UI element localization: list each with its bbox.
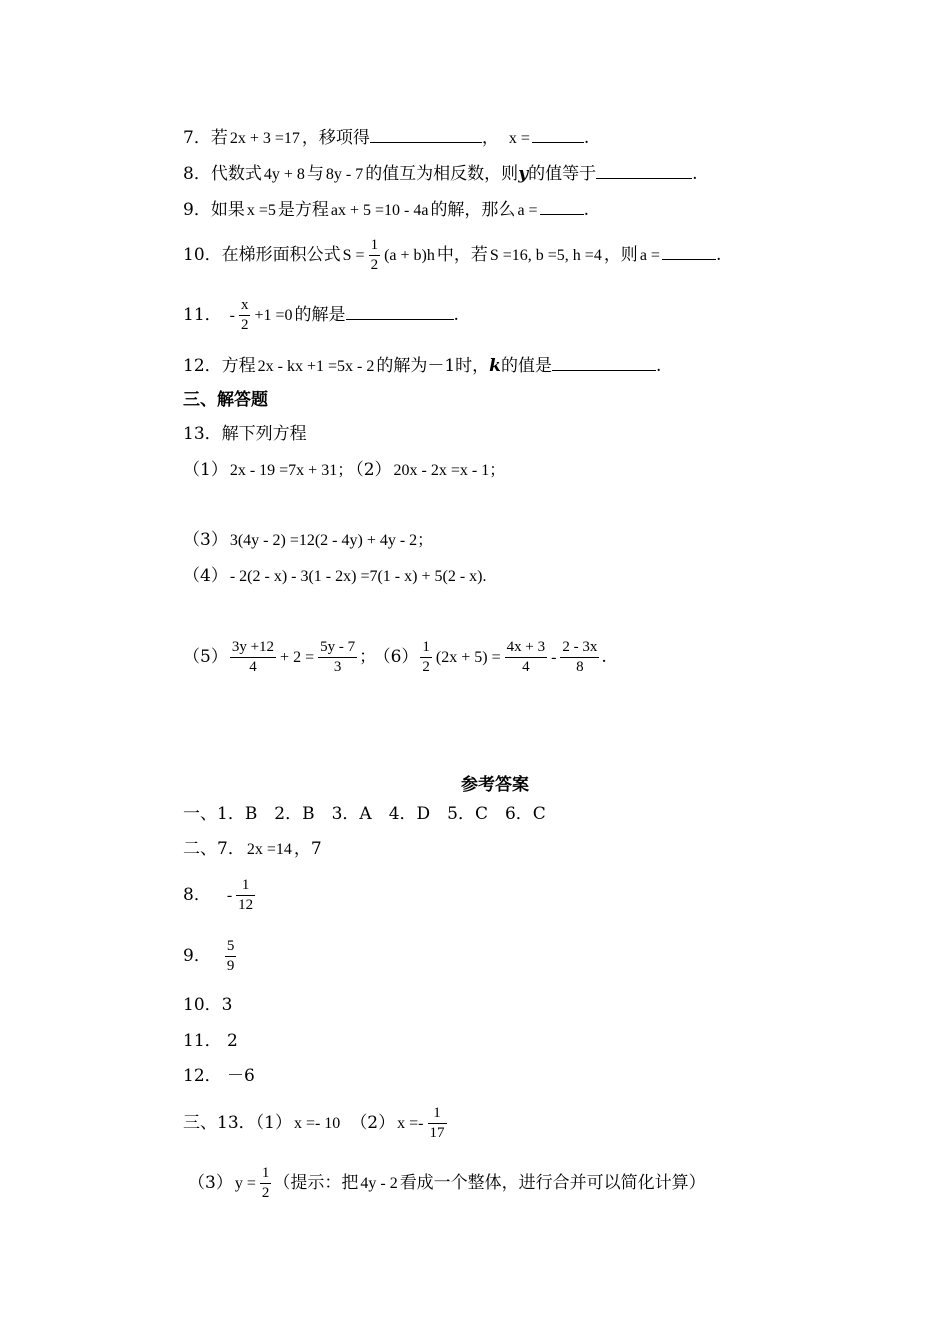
answer-12: 12． －6 [183, 1066, 255, 1086]
variable: x = [508, 130, 530, 147]
question-text: 的解，那么 [430, 200, 516, 220]
fraction [225, 937, 237, 976]
question-text: 代数式 [210, 164, 262, 184]
answer-8 [183, 876, 257, 915]
hint-text: （提示：把 [273, 1172, 359, 1193]
answer-label: 8． [183, 884, 211, 905]
expression: - [229, 306, 235, 324]
answer-13-row-1 [183, 1104, 449, 1143]
answer-10: 10．3 [183, 995, 233, 1015]
question-number: 10． [183, 244, 222, 265]
answer-section-1: 一、1．B 2．B 3．A 4．D 5．C 6．C [183, 804, 546, 824]
fraction-numerator: 1 [236, 876, 255, 896]
answers-title: 参考答案 [461, 775, 529, 795]
part-label: （6） [382, 646, 419, 667]
question-text: 与 [306, 164, 324, 184]
q13-row-5 [183, 638, 607, 677]
fraction [369, 236, 381, 275]
question-text: 在梯形面积公式 [221, 244, 341, 265]
q13-row-3 [183, 532, 435, 549]
question-text: 是方程 [277, 200, 329, 220]
fraction [505, 638, 547, 677]
fraction [560, 638, 599, 677]
question-number: 12． [183, 356, 222, 376]
punctuation: . [601, 646, 607, 667]
fraction [260, 1164, 272, 1203]
answer-blank[interactable] [596, 164, 692, 179]
part-label: （4） [183, 566, 228, 586]
fraction [428, 1104, 447, 1143]
question-8 [183, 164, 697, 183]
part-label: （5） [183, 646, 228, 667]
equation: ax + 5 =10 - 4a [330, 202, 429, 219]
question-text: 的解为－1时， [376, 356, 490, 376]
fraction [239, 296, 251, 335]
question-text: 中，若 [436, 244, 488, 265]
answer-13-row-3 [188, 1164, 706, 1203]
fraction-numerator: 1 [260, 1164, 272, 1184]
equation: +1 =0 [254, 306, 293, 324]
q13-row-4 [183, 568, 488, 585]
fraction-numerator: 1 [428, 1104, 447, 1124]
question-text: ，则 [603, 244, 638, 265]
expression: - [226, 886, 233, 904]
part-label: （3） [183, 530, 228, 550]
answer-blank[interactable] [540, 200, 584, 215]
question-text: 的解是 [294, 304, 346, 325]
question-11 [183, 296, 459, 335]
fraction-numerator: x [239, 296, 251, 316]
fraction [318, 638, 357, 677]
question-13-title: 13．解下列方程 [183, 424, 307, 444]
question-text: . [453, 304, 459, 325]
question-text: ， [481, 128, 499, 148]
fraction-denominator: 4 [522, 658, 530, 675]
variable: a = [517, 202, 538, 219]
question-7 [183, 128, 589, 147]
equation: y = [234, 1174, 256, 1192]
question-text: 如果 [210, 200, 245, 220]
answer-9 [183, 937, 238, 976]
operator: - [551, 648, 557, 666]
equation: 2x + 3 =17 [229, 130, 300, 147]
equation: 20x - 2x =x - 1； [393, 462, 506, 479]
question-text: . [655, 356, 662, 376]
fraction [230, 638, 276, 677]
expression: 4y + 8 [263, 166, 305, 183]
question-10 [183, 236, 721, 275]
question-text: . [692, 164, 698, 184]
question-text: ，移项得 [301, 128, 370, 148]
question-number: 8． [183, 164, 211, 184]
question-text: . [583, 200, 589, 220]
answer-blank[interactable] [662, 245, 716, 260]
expression: S = [342, 246, 365, 264]
fraction-denominator: 12 [238, 896, 254, 913]
part-label: （3） [188, 1172, 233, 1193]
equation: 2x =14 [246, 841, 292, 858]
answer-label: 9． [183, 945, 211, 966]
expression: x =5 [246, 202, 276, 219]
answer-section-2 [183, 841, 322, 858]
equation: - 2(2 - x) - 3(1 - 2x) =7(1 - x) + 5(2 - x). [229, 568, 487, 585]
fraction-numerator: 1 [420, 638, 432, 658]
expression: (2x + 5) = [435, 648, 501, 666]
fraction-denominator: 2 [422, 658, 430, 675]
question-text: 的值是 [500, 356, 552, 376]
answer-11: 11． 2 [183, 1031, 238, 1051]
equation: x =- 10 [293, 1114, 341, 1132]
fraction [236, 876, 255, 915]
question-9 [183, 200, 589, 219]
punctuation: ； [359, 646, 377, 667]
answer-label: 二、7． [183, 839, 245, 859]
answer-blank[interactable] [552, 356, 656, 371]
fraction-numerator: 2 - 3x [560, 638, 599, 658]
fraction-numerator: 5y - 7 [318, 638, 357, 658]
question-text: 若 [210, 128, 228, 148]
q13-row-1 [183, 462, 507, 479]
answer-blank[interactable] [370, 128, 482, 143]
fraction-numerator: 5 [225, 937, 237, 957]
variable: a = [639, 246, 660, 264]
section-heading: 三、解答题 [183, 390, 268, 410]
question-text: . [715, 244, 722, 265]
answer-label: 三、13．（1） [183, 1112, 292, 1133]
question-text: 的值互为相反数，则 [365, 164, 519, 184]
part-label: （2） [355, 460, 392, 480]
variable: y [518, 164, 529, 184]
fraction-denominator: 3 [333, 658, 342, 675]
fraction-numerator: 1 [369, 236, 381, 256]
question-text: 方程 [221, 356, 256, 376]
fraction-denominator: 8 [576, 658, 584, 675]
fraction-denominator: 2 [261, 1184, 270, 1201]
equation: x =- [397, 1114, 424, 1132]
equation: 2x - 19 =7x + 31； [229, 462, 354, 479]
equation: 2x - kx +1 =5x - 2 [257, 358, 375, 375]
question-number: 7． [183, 128, 211, 148]
fraction-denominator: 2 [240, 316, 249, 333]
hint-text: 看成一个整体，进行合并可以简化计算） [399, 1172, 706, 1193]
question-12 [183, 356, 661, 375]
expression: (a + b)h [384, 246, 435, 264]
part-label: （2） [350, 1112, 396, 1133]
fraction-denominator: 17 [429, 1124, 445, 1141]
expression: 8y - 7 [325, 166, 364, 183]
fraction-numerator: 3y +12 [230, 638, 276, 658]
variable: k [489, 356, 501, 376]
part-label: （1） [183, 460, 228, 480]
fraction-denominator: 9 [226, 957, 235, 974]
fraction-denominator: 2 [370, 256, 379, 273]
expression: 4y - 2 [360, 1174, 398, 1192]
equation: 3(4y - 2) =12(2 - 4y) + 4y - 2； [229, 532, 434, 549]
answer-text: ，7 [293, 839, 322, 859]
fraction-denominator: 4 [249, 658, 257, 675]
question-number: 11． [183, 304, 222, 325]
question-number: 9． [183, 200, 211, 220]
fraction [420, 638, 432, 677]
expression: + 2 = [280, 648, 315, 666]
answer-blank[interactable] [532, 128, 584, 143]
question-text: 的值等于 [528, 164, 597, 184]
condition: S =16, b =5, h =4 [489, 246, 602, 264]
answer-blank[interactable] [346, 305, 454, 320]
question-text: . [583, 128, 590, 148]
fraction-numerator: 4x + 3 [505, 638, 547, 658]
